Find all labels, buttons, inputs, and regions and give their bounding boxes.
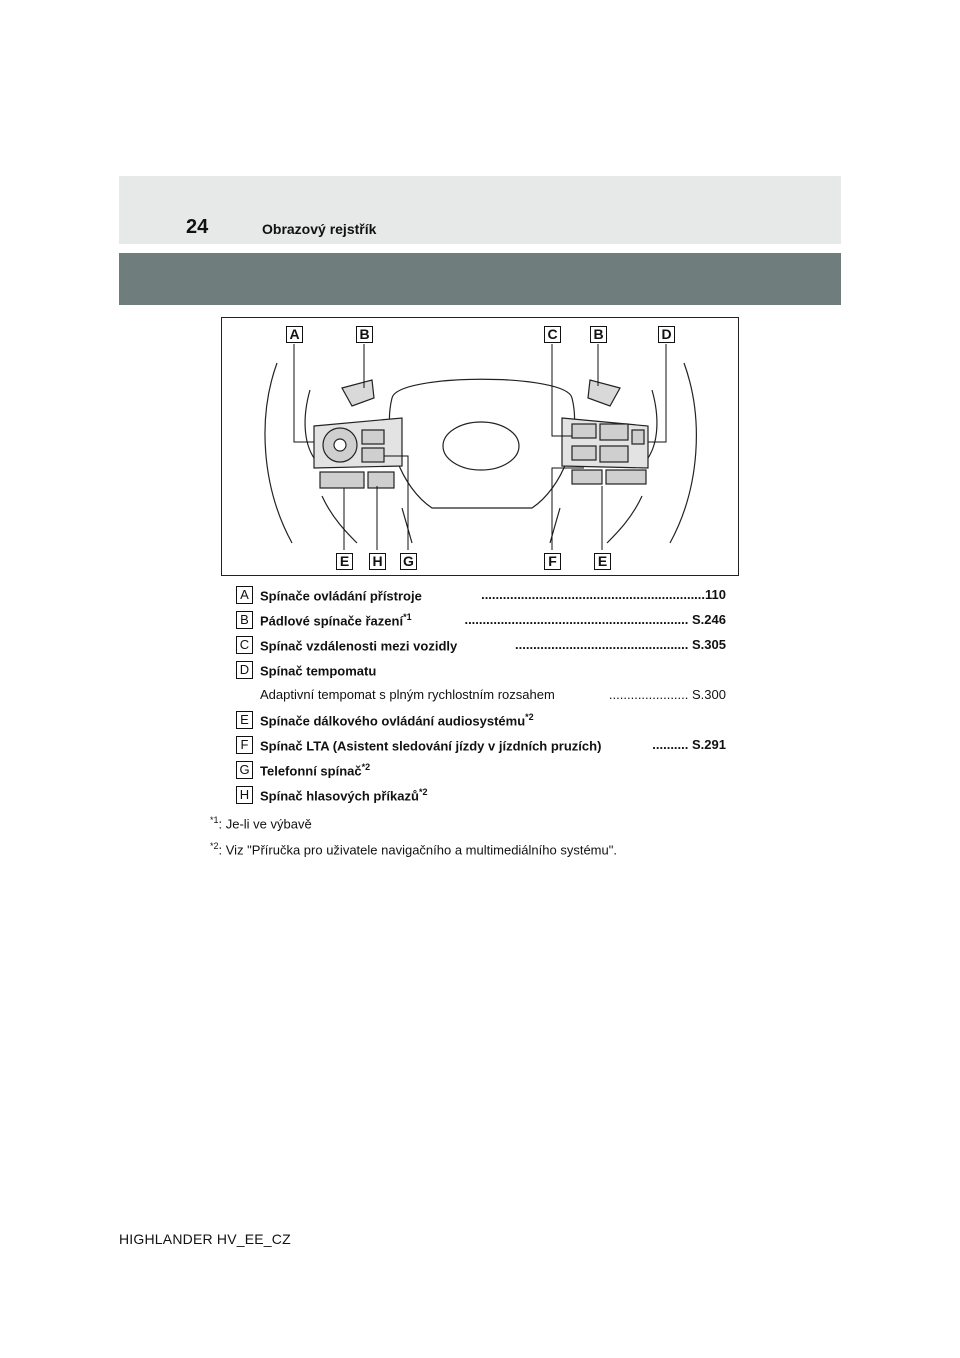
callout-f-bottom: F (544, 553, 561, 570)
callout-e-right: E (594, 553, 611, 570)
item-label: Pádlové spínače řazení$^{*1}$ (260, 612, 412, 629)
callout-b-right: B (590, 326, 607, 343)
list-subitem (236, 685, 726, 710)
callout-c-top: C (544, 326, 561, 343)
item-label: Spínač LTA (Asistent sledování jízdy v jízdních pruzích) (260, 738, 602, 754)
item-label: Spínače dálkového ovládání audiosystému$^{*2}$ (260, 712, 534, 729)
item-letter: C (236, 636, 253, 654)
item-page-ref[interactable]: ................................................ S.305 (515, 637, 726, 652)
item-label: Telefonní spínač$^{*2}$ (260, 762, 371, 779)
callout-b-left: B (356, 326, 373, 343)
item-page-ref[interactable]: .............................................................. S.246 (464, 612, 726, 627)
callout-a-top: A (286, 326, 303, 343)
callout-e-left: E (336, 553, 353, 570)
list-item (236, 760, 726, 785)
item-letter: F (236, 736, 253, 754)
steering-wheel-figure (221, 317, 739, 576)
item-letter: B (236, 611, 253, 629)
list-item (236, 660, 726, 685)
subitem-label: Adaptivní tempomat s plným rychlostním rozsahem (260, 687, 555, 702)
item-page-ref[interactable]: ..............................................................110 (481, 587, 726, 602)
list-item (236, 710, 726, 735)
list-item (236, 735, 726, 760)
legend-list (236, 585, 726, 810)
footer-model-code: HIGHLANDER HV_EE_CZ (119, 1231, 291, 1247)
item-letter: A (236, 586, 253, 604)
section-bar (119, 253, 841, 305)
steering-wheel-illustration (222, 318, 739, 576)
item-letter: G (236, 761, 253, 779)
list-item (236, 610, 726, 635)
header-bar (119, 176, 841, 244)
list-item (236, 585, 726, 610)
item-label: Spínač vzdálenosti mezi vozidly (260, 638, 458, 654)
item-page-ref[interactable]: .......... S.291 (652, 737, 726, 752)
item-letter: H (236, 786, 253, 804)
callout-d-top: D (658, 326, 675, 343)
footnote-2: $^{*2}$: Viz "Příručka pro uživatele navigačního a multimediálního systému". (210, 841, 617, 858)
footnote-1: $^{*1}$: Je-li ve výbavě (210, 815, 312, 832)
subitem-page-ref[interactable]: ...................... S.300 (608, 687, 726, 702)
item-label: Spínače ovládání přístroje (260, 588, 422, 604)
list-item (236, 785, 726, 810)
list-item (236, 635, 726, 660)
callout-g-bottom: G (400, 553, 417, 570)
item-label: Spínač hlasových příkazů$^{*2}$ (260, 787, 428, 804)
page-title: Obrazový rejstřík (262, 221, 377, 237)
item-letter: D (236, 661, 253, 679)
page-number: 24 (186, 216, 209, 238)
callout-h-bottom: H (369, 553, 386, 570)
item-label: Spínač tempomatu (260, 663, 377, 679)
item-letter: E (236, 711, 253, 729)
